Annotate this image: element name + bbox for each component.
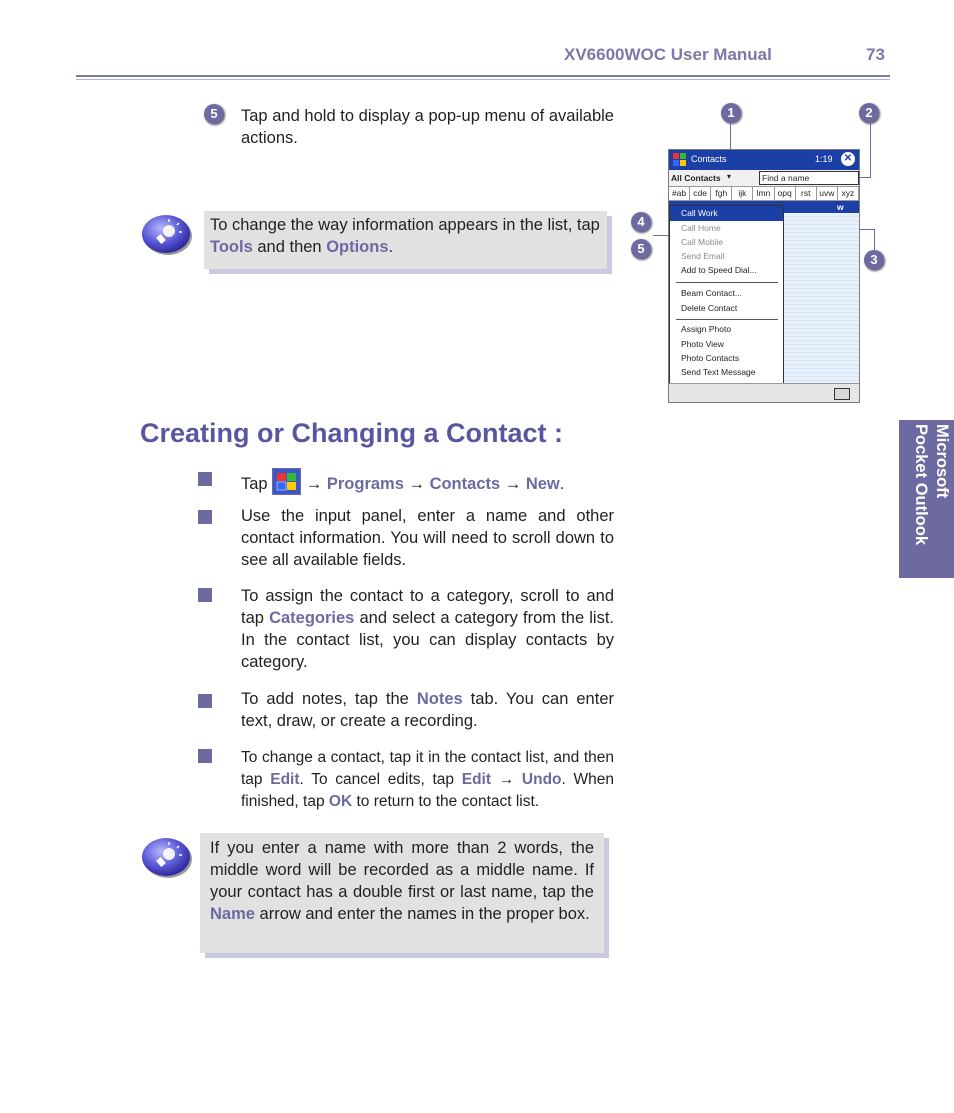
- callout-3: 3: [864, 250, 884, 270]
- side-tab-line1: Microsoft: [933, 424, 951, 499]
- alphabet-tabs: [669, 187, 859, 201]
- edit-ref: Edit: [461, 771, 492, 788]
- device-filter-row: [669, 170, 859, 187]
- chevron-down-icon: ▾: [727, 172, 732, 181]
- category-filter: All Contacts: [671, 173, 721, 183]
- bullet-text: To change a contact, tap it in the contact list, and then tap Edit. To cancel edits, tap Edit → Undo. When finished, tap OK to return to the contact list.: [241, 749, 614, 810]
- step-number-badge: 5: [204, 104, 224, 124]
- bullet-text: To add notes, tap the Notes tab. You can enter text, draw, or create a recording.: [241, 690, 614, 730]
- menu-item: Delete Contact: [681, 303, 738, 313]
- device-app-title: Contacts: [691, 154, 727, 164]
- device-menu-bar: [669, 383, 859, 403]
- menu-item: Call Work: [681, 208, 718, 218]
- menu-item: Send Email: [681, 251, 725, 261]
- categories-ref: Categories: [269, 609, 355, 627]
- header-rule-thin: [76, 79, 890, 80]
- lightbulb-tip-icon: [141, 213, 193, 257]
- callout-1: 1: [721, 103, 741, 123]
- menu-item: Beam Contact...: [681, 288, 742, 298]
- tip-text: If you enter a name with more than 2 words, the middle word will be recorded as a middle name. If your contact has a double first or last name, tap the Name arrow and enter the names in the proper box.: [210, 839, 594, 923]
- windows-start-icon: [672, 152, 687, 167]
- tip-text: To change the way information appears in the list, tap Tools and then Options.: [210, 216, 600, 256]
- side-tab-line2: Pocket Outlook: [912, 424, 930, 546]
- menu-item: Call Home: [681, 223, 721, 233]
- page-number: 73: [866, 45, 885, 64]
- windows-start-icon: [272, 468, 301, 495]
- alpha-tab: lmn: [753, 187, 774, 200]
- alpha-tab: ijk: [732, 187, 753, 200]
- undo-ref: Undo: [521, 771, 562, 788]
- bullet-marker: [198, 472, 212, 486]
- section-title: Creating or Changing a Contact :: [140, 418, 564, 448]
- new-ref: New: [525, 475, 560, 493]
- selected-contact-row: w: [669, 201, 859, 213]
- callout-2: 2: [859, 103, 879, 123]
- step-text: Tap and hold to display a pop-up menu of available actions.: [241, 107, 614, 147]
- callout-5: 5: [631, 239, 651, 259]
- device-clock: 1:19: [815, 154, 833, 164]
- bullet-marker: [198, 749, 212, 763]
- name-field-ref: Name: [210, 905, 255, 923]
- callout-line: [874, 229, 875, 250]
- alpha-tab: cde: [690, 187, 711, 200]
- bullet-marker: [198, 588, 212, 602]
- menu-item: Call Mobile: [681, 237, 724, 247]
- lightbulb-tip-icon: [141, 836, 193, 880]
- menu-item: Add to Speed Dial...: [681, 265, 757, 275]
- alpha-tab: xyz: [838, 187, 859, 200]
- device-title-bar: [669, 150, 859, 170]
- bullet-text: To assign the contact to a category, scroll to and tap Categories and select a category from the list. In the contact list, you can display contacts by category.: [241, 587, 614, 671]
- manual-title: XV6600WOC User Manual: [564, 45, 772, 64]
- popup-menu: [669, 205, 784, 403]
- alpha-tab: #ab: [669, 187, 690, 200]
- alpha-tab: fgh: [711, 187, 732, 200]
- bullet-marker: [198, 694, 212, 708]
- menu-item: Photo Contacts: [681, 353, 740, 363]
- menu-item: Photo View: [681, 339, 724, 349]
- bullet-text: Tap → Programs → Contacts → New.: [241, 468, 621, 495]
- menu-separator: [676, 319, 778, 320]
- alpha-tab: uvw: [817, 187, 838, 200]
- tools-menu-ref: Tools: [210, 238, 253, 256]
- programs-ref: Programs: [326, 475, 404, 493]
- tip-box: [204, 211, 607, 269]
- find-name-field: Find a name: [759, 171, 859, 185]
- edit-ref: Edit: [270, 771, 300, 788]
- menu-item: Assign Photo: [681, 324, 732, 334]
- notes-ref: Notes: [416, 690, 463, 708]
- callout-line: [870, 123, 871, 177]
- alpha-tab: opq: [775, 187, 796, 200]
- contacts-ref: Contacts: [429, 475, 501, 493]
- alpha-tab: rst: [796, 187, 817, 200]
- header-rule: [76, 75, 890, 77]
- close-icon: ✕: [841, 152, 855, 166]
- keyboard-icon: [834, 388, 850, 400]
- bullet-marker: [198, 510, 212, 524]
- callout-4: 4: [631, 212, 651, 232]
- chapter-side-tab: [899, 420, 954, 578]
- ok-ref: OK: [328, 793, 353, 810]
- options-menu-ref: Options: [326, 238, 389, 256]
- bullet-text: Use the input panel, enter a name and other contact information. You will need to scroll down to see all available fields.: [241, 507, 614, 569]
- tip-box: [200, 833, 604, 953]
- menu-item: Send Text Message: [681, 367, 756, 377]
- menu-separator: [676, 282, 778, 283]
- device-screenshot: [668, 149, 860, 403]
